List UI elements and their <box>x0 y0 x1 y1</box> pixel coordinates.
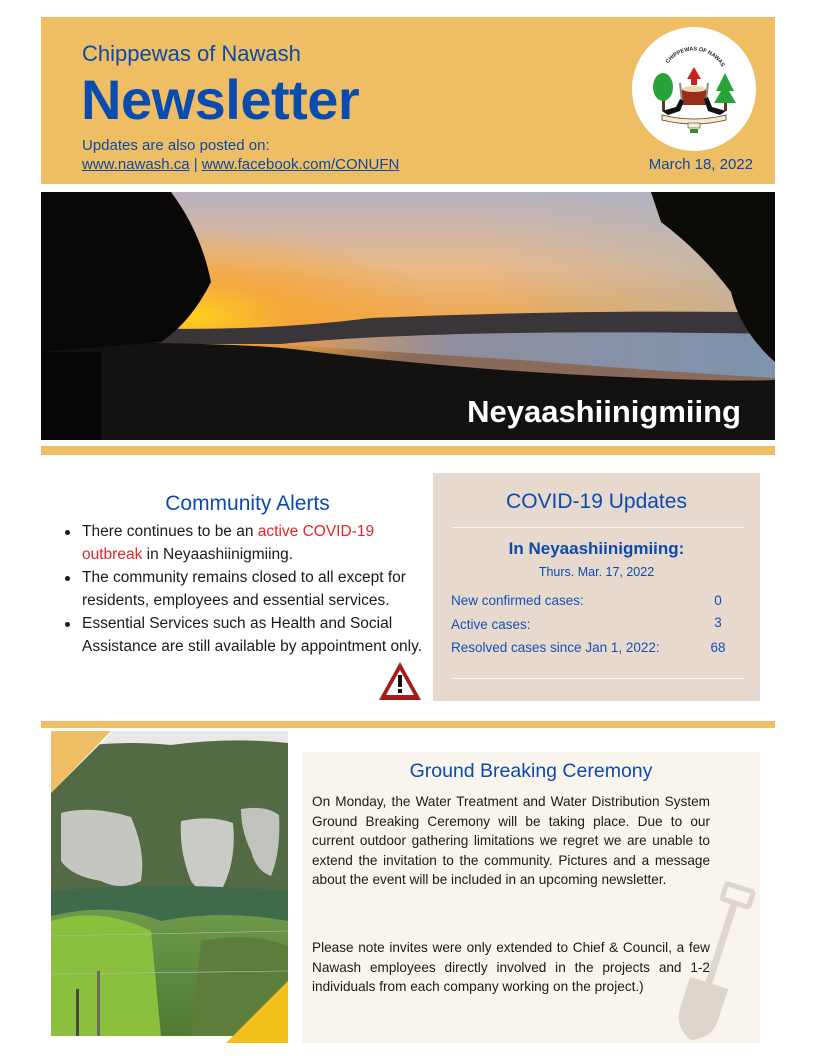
nawash-logo <box>632 27 756 151</box>
ceremony-paragraph: On Monday, the Water Treatment and Water Distribution System Ground Breaking Ceremony will be taking place. Due to our current outdoor gathering limitations we regret we are unable to extend the invitation to the community. Pictures and a message about the event will be included in an upcoming newsletter. <box>312 794 710 888</box>
issue-date: March 18, 2022 <box>648 156 753 173</box>
divider-bar-top <box>41 446 775 455</box>
alert-item: Essential Services such as Health and Social Assistance are still available by appointment only. <box>60 612 425 658</box>
ceremony-title: Ground Breaking Ceremony <box>409 760 653 782</box>
covid-location: In Neyaashiinigmiing: <box>508 539 685 558</box>
corner-accent-bottom-right <box>226 981 288 1043</box>
covid-as-of-date: Thurs. Mar. 17, 2022 <box>538 565 655 579</box>
covid-updates-title: COVID-19 Updates <box>506 490 687 513</box>
divider-bar-middle <box>41 721 775 728</box>
hero-caption: Neyaashiinigmiing <box>467 394 741 429</box>
stat-label: Active cases: <box>451 617 531 632</box>
alert-highlight: active COVID-19 outbreak <box>82 523 375 563</box>
stat-value: 68 <box>710 640 726 655</box>
stat-value: 3 <box>714 615 722 630</box>
covid-stat-row <box>451 617 733 632</box>
warning-icon <box>377 660 423 707</box>
facebook-link[interactable]: www.facebook.com/CONUFN <box>201 156 400 173</box>
stat-label: Resolved cases since Jan 1, 2022: <box>451 640 660 655</box>
alerts-list <box>60 520 425 658</box>
divider <box>453 527 744 528</box>
website-link[interactable]: www.nawash.ca <box>82 156 190 173</box>
svg-text:CHIPPEWAS OF NAWASH: CHIPPEWAS OF NAWAS <box>665 46 726 69</box>
ceremony-paragraph: Please note invites were only extended to Chief & Council, a few Nawash employees directly involved in the projects and 1-2 individuals from each company working on the project.) <box>312 940 710 995</box>
alert-item <box>60 520 425 566</box>
ground-breaking-ceremony-section <box>302 752 760 1043</box>
updates-label: Updates are also posted on: <box>82 137 270 154</box>
corner-accent-top-left <box>51 731 113 793</box>
covid-stat-row <box>451 640 733 655</box>
stat-value: 0 <box>714 593 722 608</box>
link-separator: | <box>189 156 202 173</box>
divider <box>453 678 744 679</box>
alert-item: The community remains closed to all except for residents, employees and essential services. <box>60 566 425 612</box>
alert-text: in Neyaashiinigmiing. <box>142 546 294 563</box>
nawash-seal-icon <box>632 27 756 151</box>
community-alerts-section <box>60 492 425 658</box>
covid-updates-box <box>433 473 760 701</box>
stat-label: New confirmed cases: <box>451 593 584 608</box>
community-alerts-title: Community Alerts <box>165 492 330 515</box>
alert-text: There continues to be an <box>82 523 258 540</box>
sunset-landscape-image <box>41 192 775 440</box>
hero-photo-sunset <box>41 192 775 440</box>
covid-stat-row <box>451 593 733 608</box>
newsletter-title: Newsletter <box>81 68 360 131</box>
newsletter-header <box>41 17 775 184</box>
header-links <box>82 156 399 173</box>
organization-name: Chippewas of Nawash <box>82 41 301 66</box>
